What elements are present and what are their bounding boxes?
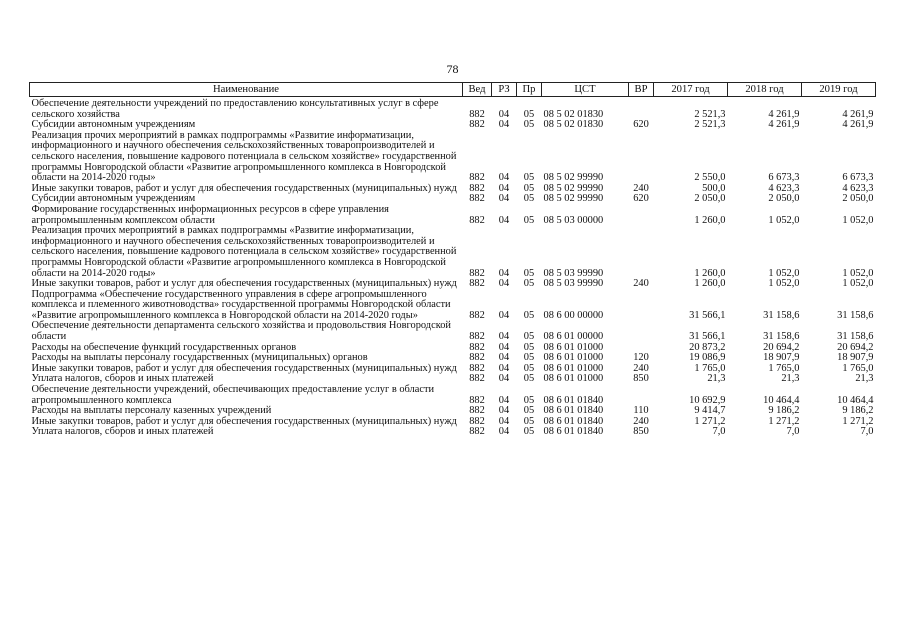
amount-2018-cell: 9 186,2 bbox=[768, 405, 800, 417]
ved-cell: 882 bbox=[469, 182, 485, 194]
cst-cell: 08 5 02 01830 bbox=[543, 108, 604, 120]
cst-cell: 08 6 00 00000 bbox=[543, 309, 604, 321]
name-cell: Иные закупки товаров, работ и услуг для обеспечения государственных (муниципальных) нужд bbox=[31, 278, 457, 290]
amount-2017-cell: 2 050,0 bbox=[694, 193, 726, 205]
amount-2018-cell: 20 694,2 bbox=[763, 341, 800, 353]
amount-2018-cell: 21,3 bbox=[781, 373, 800, 385]
name-cell: Обеспечение деятельности департамента сельского хозяйства и продовольствия Новгородской области bbox=[31, 320, 451, 343]
vr-cell: 240 bbox=[633, 415, 649, 427]
ved-cell: 882 bbox=[469, 331, 485, 343]
pr-cell: 05 bbox=[523, 119, 535, 131]
cst-cell: 08 5 02 99990 bbox=[543, 182, 604, 194]
cst-cell: 08 5 03 99990 bbox=[543, 278, 604, 290]
amount-2019-cell: 1 052,0 bbox=[842, 278, 874, 290]
table-header-row bbox=[30, 83, 876, 97]
amount-2019-cell: 1 052,0 bbox=[842, 267, 874, 279]
table-row bbox=[30, 427, 876, 438]
vr-cell: 850 bbox=[633, 373, 649, 385]
vr-cell: 620 bbox=[633, 119, 649, 131]
pr-cell: 05 bbox=[523, 415, 535, 427]
pr-cell: 05 bbox=[523, 267, 535, 279]
amount-2017-cell: 31 566,1 bbox=[689, 309, 726, 321]
column-header-2017: 2017 год bbox=[654, 83, 728, 97]
cst-cell: 08 6 01 01840 bbox=[543, 394, 604, 406]
pr-cell: 05 bbox=[523, 341, 535, 353]
rz-cell: 04 bbox=[498, 331, 510, 343]
amount-2019-cell: 20 694,2 bbox=[837, 341, 874, 353]
cst-cell: 08 5 03 99990 bbox=[543, 267, 604, 279]
column-header-ved: Вед bbox=[463, 83, 492, 97]
vr-cell bbox=[629, 226, 654, 279]
vr-cell: 110 bbox=[633, 405, 649, 417]
table-row bbox=[30, 321, 876, 342]
amount-2018-cell: 4 623,3 bbox=[768, 182, 800, 194]
ved-cell: 882 bbox=[469, 108, 485, 120]
amount-2017-cell: 9 414,7 bbox=[694, 405, 726, 417]
pr-cell: 05 bbox=[523, 309, 535, 321]
page-number: 78 bbox=[446, 62, 459, 76]
cst-cell: 08 6 01 01840 bbox=[543, 426, 604, 438]
vr-cell: 240 bbox=[633, 362, 649, 374]
amount-2019-cell: 4 261,9 bbox=[842, 108, 874, 120]
pr-cell: 05 bbox=[523, 278, 535, 290]
vr-cell: 240 bbox=[633, 182, 649, 194]
rz-cell: 04 bbox=[498, 309, 510, 321]
vr-cell bbox=[629, 97, 654, 121]
amount-2018-cell: 1 765,0 bbox=[768, 362, 800, 374]
ved-cell: 882 bbox=[469, 214, 485, 226]
ved-cell: 882 bbox=[469, 373, 485, 385]
name-cell: Обеспечение деятельности учреждений, обеспечивающих предоставление услуг в области агропромышленного комплекса bbox=[31, 384, 435, 406]
amount-2017-cell: 1 271,2 bbox=[694, 415, 726, 427]
ved-cell: 882 bbox=[469, 362, 485, 374]
vr-cell: 120 bbox=[633, 352, 649, 364]
amount-2019-cell: 10 464,4 bbox=[837, 394, 874, 406]
cst-cell: 08 5 02 01830 bbox=[543, 119, 604, 131]
amount-2017-cell: 7,0 bbox=[712, 426, 726, 438]
amount-2017-cell: 1 765,0 bbox=[694, 362, 726, 374]
pr-cell: 05 bbox=[523, 108, 535, 120]
vr-cell bbox=[629, 321, 654, 342]
column-header-cst: ЦСТ bbox=[542, 83, 629, 97]
name-cell: Расходы на выплаты персоналу казенных учреждений bbox=[31, 405, 272, 417]
ved-cell: 882 bbox=[469, 405, 485, 417]
name-cell: Субсидии автономным учреждениям bbox=[31, 193, 196, 205]
amount-2017-cell: 2 521,3 bbox=[694, 108, 726, 120]
vr-cell bbox=[629, 131, 654, 184]
amount-2019-cell: 7,0 bbox=[860, 426, 874, 438]
pr-cell: 05 bbox=[523, 373, 535, 385]
amount-2019-cell: 2 050,0 bbox=[842, 193, 874, 205]
amount-2019-cell: 1 271,2 bbox=[842, 415, 874, 427]
ved-cell: 882 bbox=[469, 278, 485, 290]
amount-2018-cell: 7,0 bbox=[786, 426, 800, 438]
cst-cell: 08 6 01 01840 bbox=[543, 415, 604, 427]
table-row bbox=[30, 131, 876, 184]
rz-cell: 04 bbox=[498, 352, 510, 364]
ved-cell: 882 bbox=[469, 415, 485, 427]
name-cell: Уплата налогов, сборов и иных платежей bbox=[31, 373, 214, 385]
name-cell: Подпрограмма «Обеспечение государственного управления в сфере агропромышленного комплекса и племенного животноводства» государственной программы Новгородской области «Развитие агропромышленного комплекса в Новгородской области на 2014-2020 годы» bbox=[31, 288, 451, 321]
amount-2018-cell: 18 907,9 bbox=[763, 352, 800, 364]
amount-2019-cell: 31 158,6 bbox=[837, 331, 874, 343]
cst-cell: 08 5 02 99990 bbox=[543, 193, 604, 205]
vr-cell: 620 bbox=[633, 193, 649, 205]
amount-2018-cell: 31 158,6 bbox=[763, 331, 800, 343]
amount-2018-cell: 2 050,0 bbox=[768, 193, 800, 205]
amount-2018-cell: 31 158,6 bbox=[763, 309, 800, 321]
cst-cell: 08 6 01 00000 bbox=[543, 331, 604, 343]
cst-cell: 08 5 03 00000 bbox=[543, 214, 604, 226]
rz-cell: 04 bbox=[498, 405, 510, 417]
table-row bbox=[30, 385, 876, 406]
vr-cell bbox=[629, 385, 654, 406]
rz-cell: 04 bbox=[498, 193, 510, 205]
amount-2017-cell: 2 521,3 bbox=[694, 119, 726, 131]
name-cell: Уплата налогов, сборов и иных платежей bbox=[31, 426, 214, 438]
amount-2017-cell: 1 260,0 bbox=[694, 278, 726, 290]
amount-2018-cell: 4 261,9 bbox=[768, 108, 800, 120]
ved-cell: 882 bbox=[469, 193, 485, 205]
amount-2019-cell: 9 186,2 bbox=[842, 405, 874, 417]
pr-cell: 05 bbox=[523, 405, 535, 417]
column-header-vr: ВР bbox=[629, 83, 654, 97]
column-header-pr: Пр bbox=[517, 83, 542, 97]
amount-2017-cell: 2 550,0 bbox=[694, 172, 726, 184]
amount-2018-cell: 1 052,0 bbox=[768, 267, 800, 279]
amount-2017-cell: 1 260,0 bbox=[694, 267, 726, 279]
vr-cell bbox=[629, 205, 654, 226]
rz-cell: 04 bbox=[498, 341, 510, 353]
amount-2019-cell: 21,3 bbox=[855, 373, 874, 385]
column-header-2019: 2019 год bbox=[802, 83, 876, 97]
amount-2018-cell: 1 271,2 bbox=[768, 415, 800, 427]
ved-cell: 882 bbox=[469, 426, 485, 438]
amount-2019-cell: 6 673,3 bbox=[842, 172, 874, 184]
rz-cell: 04 bbox=[498, 172, 510, 184]
table-row bbox=[30, 290, 876, 322]
rz-cell: 04 bbox=[498, 182, 510, 194]
pr-cell: 05 bbox=[523, 352, 535, 364]
amount-2019-cell: 1 765,0 bbox=[842, 362, 874, 374]
vr-cell: 240 bbox=[633, 278, 649, 290]
rz-cell: 04 bbox=[498, 362, 510, 374]
amount-2019-cell: 31 158,6 bbox=[837, 309, 874, 321]
amount-2019-cell: 4 261,9 bbox=[842, 119, 874, 131]
amount-2018-cell: 10 464,4 bbox=[763, 394, 800, 406]
name-cell: Реализация прочих мероприятий в рамках подпрограммы «Развитие информатизации, информационного и научного обеспечения сельскохозяйственных товаропроизводителей и сельского населения, повышение кадрового потенциала в сельском хозяйстве» государственной программы Новгородской области «Развитие агропромышленного комплекса в Новгородской области на 2014-2020 годы» bbox=[31, 225, 457, 279]
name-cell: Иные закупки товаров, работ и услуг для обеспечения государственных (муниципальных) нужд bbox=[31, 182, 457, 194]
cst-cell: 08 6 01 01000 bbox=[543, 352, 604, 364]
amount-2019-cell: 1 052,0 bbox=[842, 214, 874, 226]
rz-cell: 04 bbox=[498, 214, 510, 226]
name-cell: Формирование государственных информационных ресурсов в сфере управления агропромышленным комплексом области bbox=[31, 203, 389, 226]
ved-cell: 882 bbox=[469, 172, 485, 184]
cst-cell: 08 6 01 01000 bbox=[543, 362, 604, 374]
ved-cell: 882 bbox=[469, 352, 485, 364]
table-row bbox=[30, 97, 876, 121]
pr-cell: 05 bbox=[523, 362, 535, 374]
column-header-rz: РЗ bbox=[492, 83, 517, 97]
name-cell: Реализация прочих мероприятий в рамках подпрограммы «Развитие информатизации, информационного и научного обеспечения сельскохозяйственных товаропроизводителей и сельского населения, повышение кадрового потенциала в сельском хозяйстве» государственной программы Новгородской области «Развитие агропромышленного комплекса в Новгородской области на 2014-2020 годы» bbox=[31, 129, 457, 184]
amount-2018-cell: 4 261,9 bbox=[768, 119, 800, 131]
amount-2017-cell: 19 086,9 bbox=[689, 352, 726, 364]
pr-cell: 05 bbox=[523, 172, 535, 184]
amount-2018-cell: 1 052,0 bbox=[768, 214, 800, 226]
name-cell: Субсидии автономным учреждениям bbox=[31, 119, 196, 131]
column-header-name: Наименование bbox=[30, 83, 463, 97]
rz-cell: 04 bbox=[498, 426, 510, 438]
cst-cell: 08 6 01 01840 bbox=[543, 405, 604, 417]
pr-cell: 05 bbox=[523, 394, 535, 406]
name-cell: Иные закупки товаров, работ и услуг для обеспечения государственных (муниципальных) нужд bbox=[31, 362, 457, 374]
cst-cell: 08 5 02 99990 bbox=[543, 172, 604, 184]
rz-cell: 04 bbox=[498, 108, 510, 120]
budget-table bbox=[29, 82, 876, 438]
ved-cell: 882 bbox=[469, 309, 485, 321]
rz-cell: 04 bbox=[498, 394, 510, 406]
amount-2017-cell: 20 873,2 bbox=[689, 341, 726, 353]
amount-2019-cell: 4 623,3 bbox=[842, 182, 874, 194]
amount-2017-cell: 10 692,9 bbox=[689, 394, 726, 406]
ved-cell: 882 bbox=[469, 394, 485, 406]
pr-cell: 05 bbox=[523, 182, 535, 194]
vr-cell: 850 bbox=[633, 426, 649, 438]
pr-cell: 05 bbox=[523, 193, 535, 205]
pr-cell: 05 bbox=[523, 331, 535, 343]
name-cell: Расходы на обеспечение функций государственных органов bbox=[31, 341, 297, 353]
amount-2017-cell: 31 566,1 bbox=[689, 331, 726, 343]
vr-cell bbox=[629, 290, 654, 322]
table-row bbox=[30, 205, 876, 226]
rz-cell: 04 bbox=[498, 119, 510, 131]
pr-cell: 05 bbox=[523, 214, 535, 226]
table-row bbox=[30, 226, 876, 279]
ved-cell: 882 bbox=[469, 341, 485, 353]
column-header-2018: 2018 год bbox=[728, 83, 802, 97]
rz-cell: 04 bbox=[498, 373, 510, 385]
ved-cell: 882 bbox=[469, 267, 485, 279]
ved-cell: 882 bbox=[469, 119, 485, 131]
name-cell: Расходы на выплаты персоналу государственных (муниципальных) органов bbox=[31, 352, 368, 364]
amount-2017-cell: 21,3 bbox=[707, 373, 726, 385]
amount-2018-cell: 6 673,3 bbox=[768, 172, 800, 184]
rz-cell: 04 bbox=[498, 267, 510, 279]
name-cell: Обеспечение деятельности учреждений по предоставлению консультативных услуг в сфере сельского хозяйства bbox=[31, 98, 439, 120]
rz-cell: 04 bbox=[498, 415, 510, 427]
pr-cell: 05 bbox=[523, 426, 535, 438]
amount-2017-cell: 1 260,0 bbox=[694, 214, 726, 226]
amount-2019-cell: 18 907,9 bbox=[837, 352, 874, 364]
amount-2017-cell: 500,0 bbox=[702, 182, 726, 194]
amount-2018-cell: 1 052,0 bbox=[768, 278, 800, 290]
rz-cell: 04 bbox=[498, 278, 510, 290]
name-cell: Иные закупки товаров, работ и услуг для обеспечения государственных (муниципальных) нужд bbox=[31, 415, 457, 427]
cst-cell: 08 6 01 01000 bbox=[543, 373, 604, 385]
cst-cell: 08 6 01 01000 bbox=[543, 341, 604, 353]
table-body bbox=[30, 97, 876, 439]
